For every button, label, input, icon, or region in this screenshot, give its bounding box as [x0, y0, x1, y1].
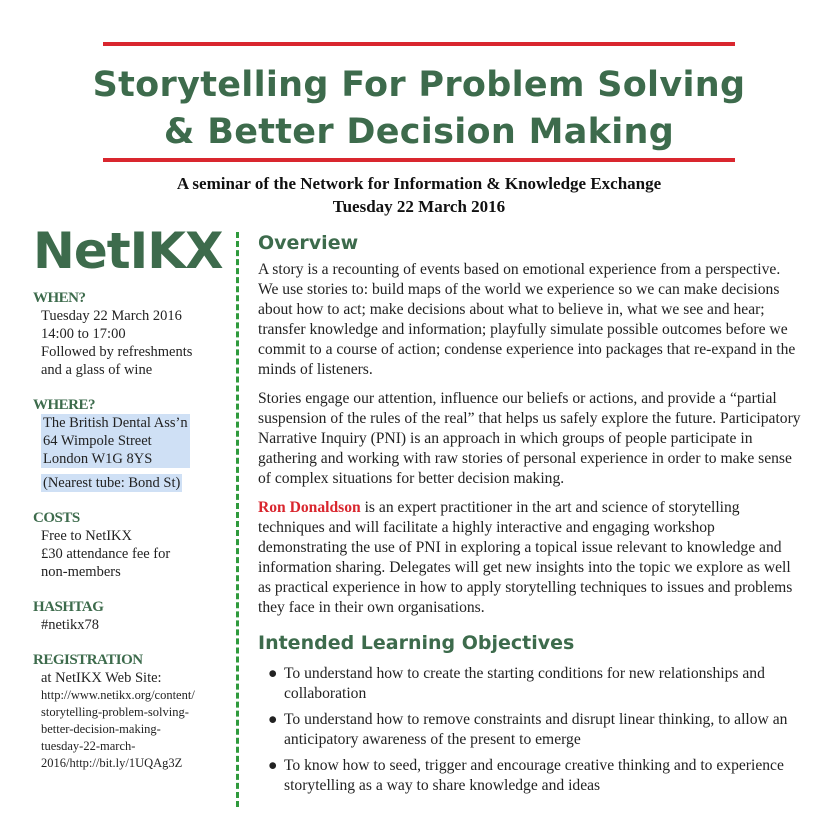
bullet-icon: ●: [268, 757, 278, 774]
subtitle-line-1: A seminar of the Network for Information & Knowledge Exchange: [176, 174, 662, 193]
netikx-logo: NetIKX: [33, 222, 223, 280]
dashed-divider: [236, 232, 239, 807]
where-heading: WHERE?: [33, 397, 96, 413]
when-details: [41, 307, 233, 379]
cost-line: non-members: [41, 564, 121, 580]
url-line[interactable]: storytelling-problem-solving-: [41, 705, 189, 719]
bullet-icon: ●: [268, 711, 278, 728]
overview-paragraph-1: A story is a recounting of events based on emotional experience from a perspective. We use stories to: build maps of the world we experience so we can make decisions about how to act; make decisions about what to believe in, what we see and hear; transfer knowledge and information; playfully simulate possible outcomes before we commit to a course of action; condense experience into packages that re-expand in the minds of listeners.: [258, 261, 796, 378]
address-block: [41, 414, 190, 468]
when-line: Followed by refreshments: [41, 344, 193, 360]
registration-intro: at NetIKX Web Site:: [41, 670, 162, 686]
bottom-red-rule: [103, 158, 735, 162]
overview-heading: Overview: [258, 232, 359, 254]
list-item: [258, 756, 803, 796]
hashtag-heading: HASHTAG: [33, 599, 104, 615]
costs-details: [41, 527, 233, 581]
objectives-list: [258, 664, 803, 796]
when-line: Tuesday 22 March 2016: [41, 308, 182, 324]
speaker-name: Ron Donaldson: [258, 499, 361, 516]
title-line-1: Storytelling For Problem Solving: [92, 65, 746, 105]
objective-text: To know how to seed, trigger and encourage creative thinking and to experience storytelling as a way to share knowledge and ideas: [284, 757, 784, 794]
url-line[interactable]: better-decision-making-: [41, 722, 161, 736]
subtitle-date: Tuesday 22 March 2016: [332, 197, 506, 216]
list-item: [258, 664, 803, 704]
url-line[interactable]: 2016/http://bit.ly/1UQAg3Z: [41, 756, 183, 770]
registration-link[interactable]: [41, 687, 233, 772]
registration-details: [41, 669, 233, 772]
objectives-heading: Intended Learning Objectives: [258, 632, 575, 654]
top-red-rule: [103, 42, 735, 46]
sidebar: [33, 290, 233, 790]
when-heading: WHEN?: [33, 290, 86, 306]
title-line-2: & Better Decision Making: [163, 112, 675, 152]
url-line[interactable]: http://www.netikx.org/content/: [41, 688, 195, 702]
objective-text: To understand how to create the starting conditions for new relationships and collaboration: [284, 665, 765, 702]
objective-text: To understand how to remove constraints and disrupt linear thinking, to allow an anticipatory awareness of the present to emerge: [284, 711, 788, 748]
cost-line: Free to NetIKX: [41, 528, 133, 544]
main-content: [258, 232, 803, 802]
address-line: The British Dental Ass’n: [43, 415, 188, 431]
when-line: 14:00 to 17:00: [41, 326, 126, 342]
address-line: London W1G 8YS: [43, 451, 153, 467]
address-line: 64 Wimpole Street: [43, 433, 152, 449]
hashtag-value: #netikx78: [41, 617, 99, 633]
overview-paragraph-2: Stories engage our attention, influence our beliefs or actions, and provide a “partial suspension of the rules of the real” that helps us safely explore the future. Participatory Narrative Inquiry (PNI) is an approach in which groups of people participate in gathering and working with raw stories of personal experience in order to make sense of complex situations for better decision making.: [258, 390, 801, 487]
speaker-description: is an expert practitioner in the art and science of storytelling techniques and will facilitate a highly interactive and engaging workshop demonstrating the use of PNI in exploring a topical issue relevant to knowledge and information sharing. Delegates will get new insights into the topic we explore as well as practical experience in how to apply storytelling techniques to issues and problems they face in their own organisations.: [258, 499, 793, 616]
subtitle: [0, 172, 838, 218]
nearest-tube: (Nearest tube: Bond St): [43, 475, 181, 491]
list-item: [258, 710, 803, 750]
costs-heading: COSTS: [33, 510, 80, 526]
page-title: [60, 62, 778, 156]
where-details: [41, 414, 233, 492]
bullet-icon: ●: [268, 665, 278, 682]
url-line[interactable]: tuesday-22-march-: [41, 739, 136, 753]
when-line: and a glass of wine: [41, 362, 153, 378]
cost-line: £30 attendance fee for: [41, 546, 171, 562]
registration-heading: REGISTRATION: [33, 652, 143, 668]
overview-paragraph-3: [258, 498, 803, 618]
